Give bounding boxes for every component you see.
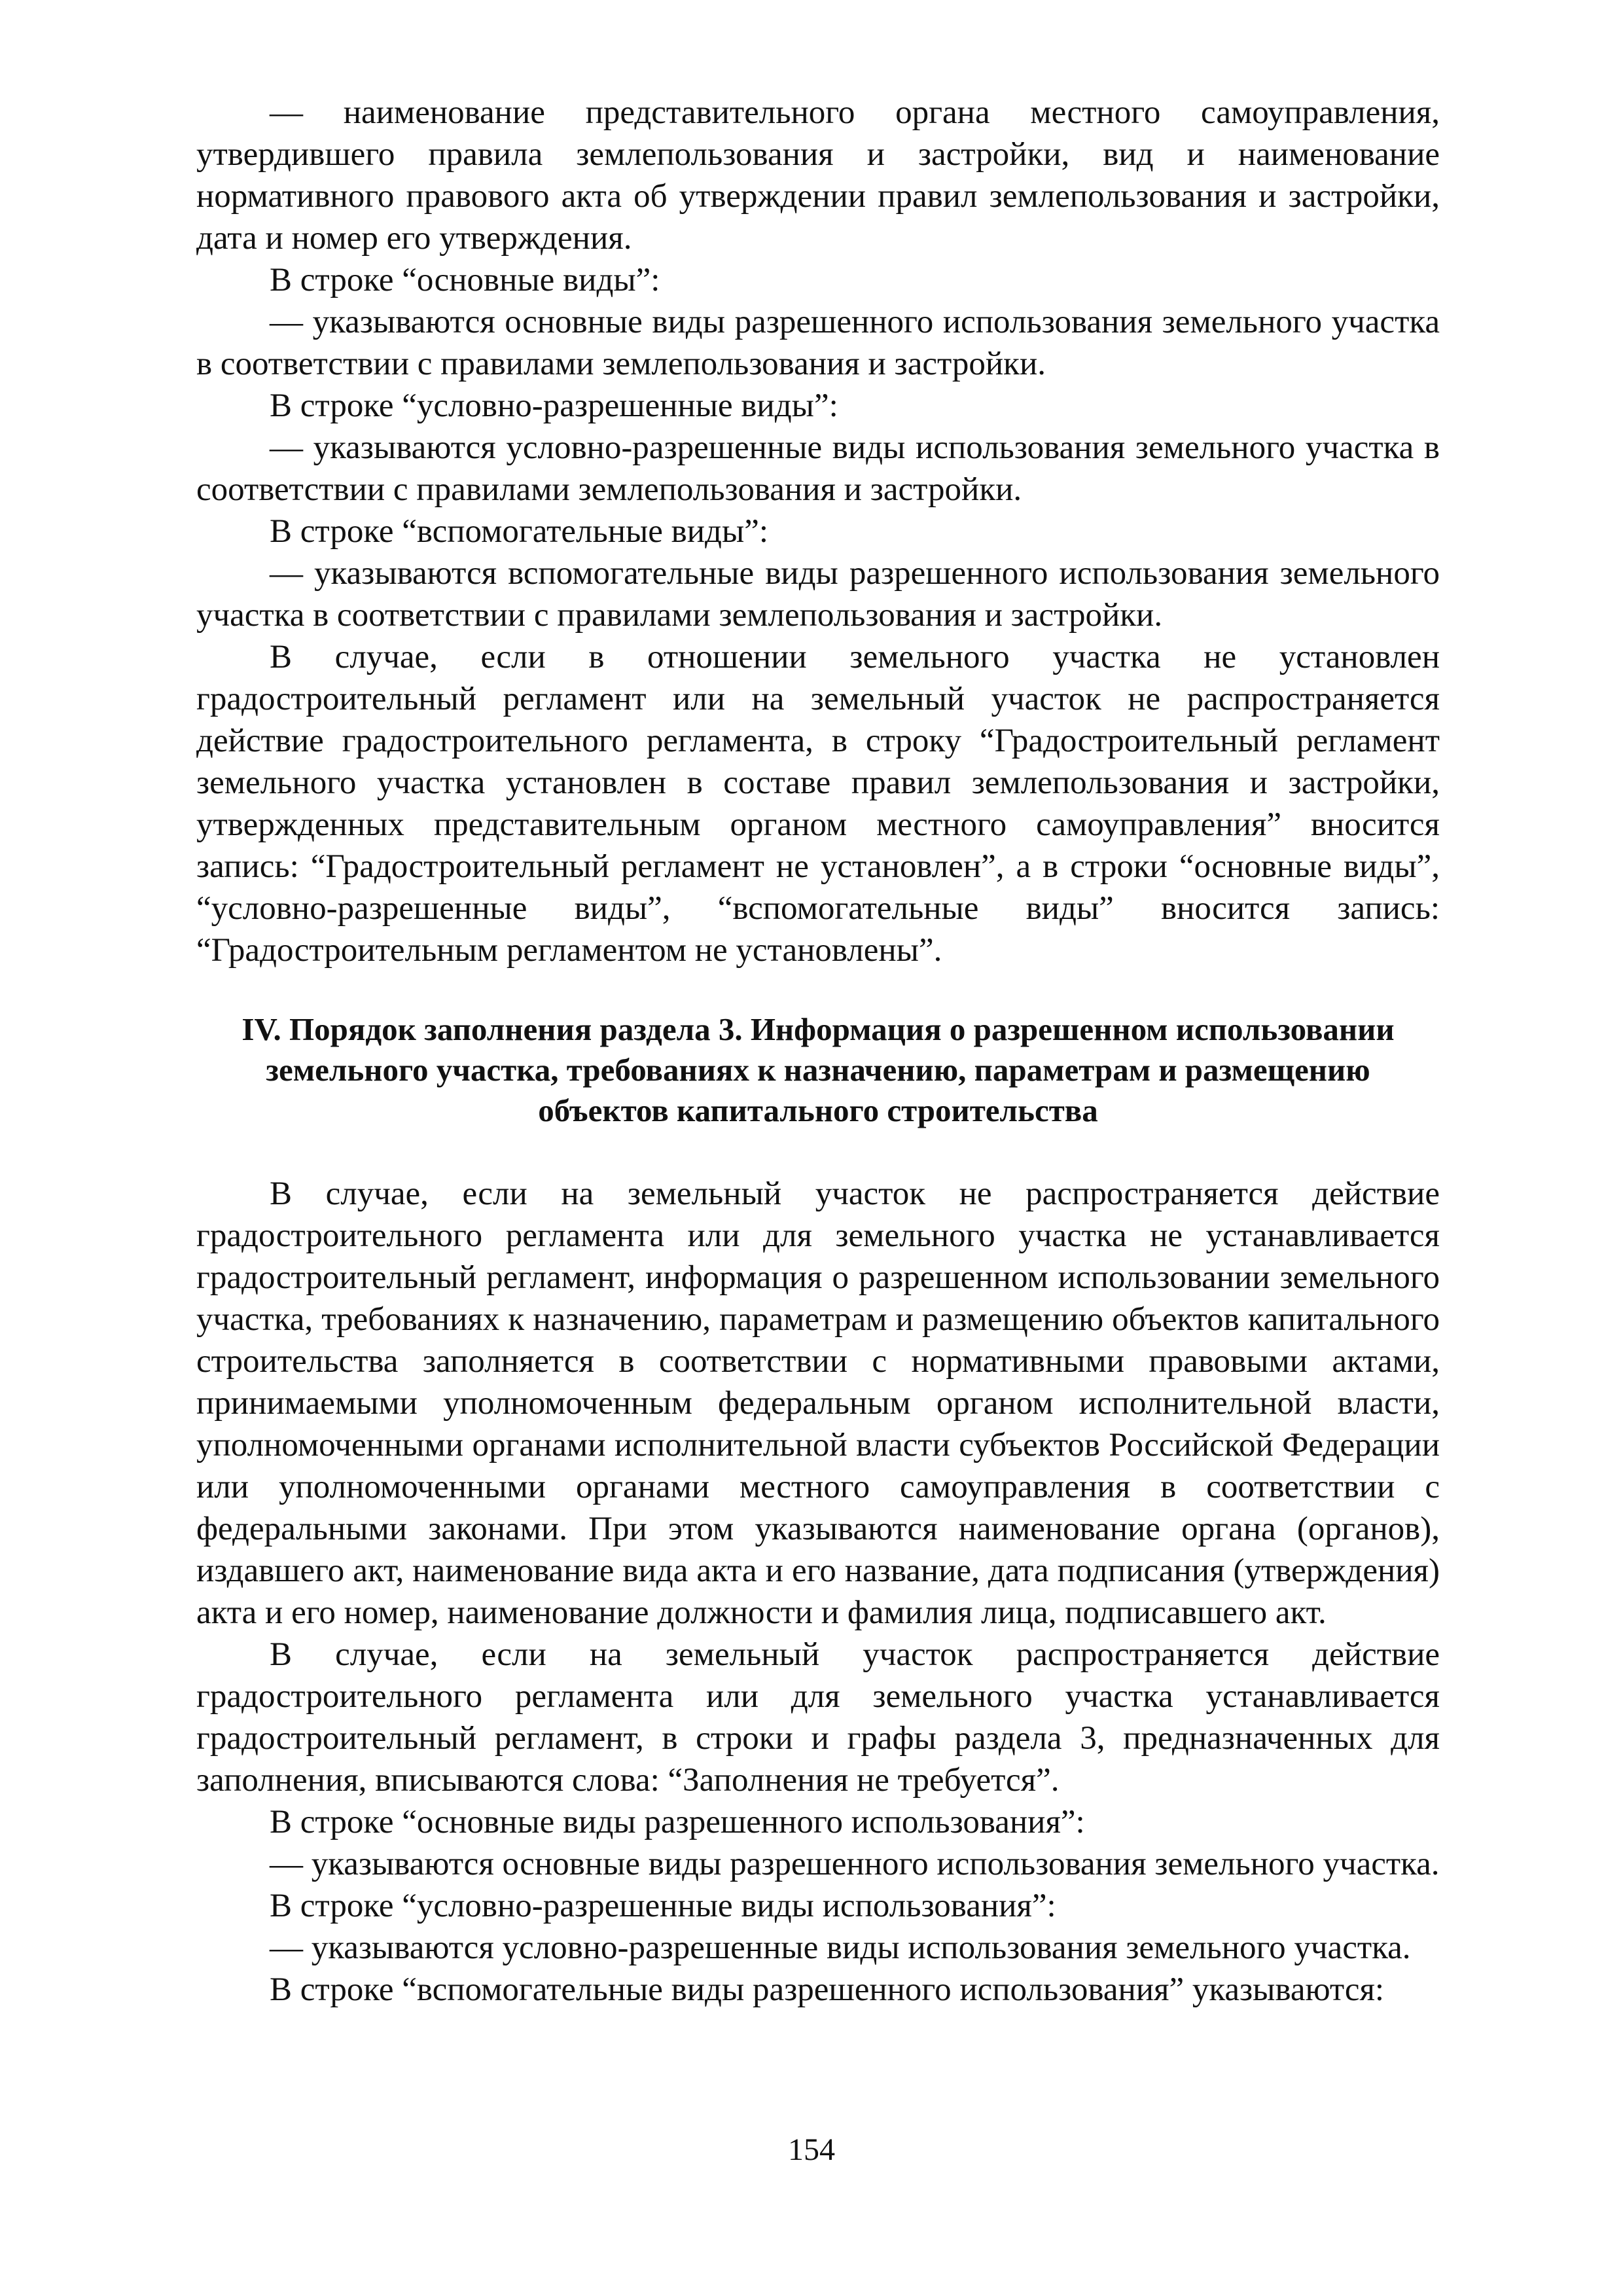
paragraph-main-types-body: — указываются основные виды разрешенного использования земельного участка в соответствии с правилами землепользования и застройки. xyxy=(196,304,1440,382)
paragraph-conditional-use-label: В строке “условно-разрешенные виды использования”: xyxy=(270,1888,1056,1924)
paragraph-conditional-use-body: — указываются условно-разрешенные виды использования земельного участка. xyxy=(270,1929,1411,1966)
paragraph-main-permitted-use-body: — указываются основные виды разрешенного использования земельного участка. xyxy=(270,1846,1440,1882)
paragraph-section3-no-regulation: В случае, если на земельный участок не распространяется действие градостроительного регламента или для земельного участка не устанавливается градостроительный регламент, информация о разрешенном использовании земельного участка, требованиях к назначению, параметрам и размещению объектов капитального строительства заполняется в соответствии с нормативными правовыми актами, принимаемыми уполномоченным федеральным органом исполнительной власти, уполномоченными органами исполнительной власти субъектов Российской Федерации или уполномоченными органами местного самоуправления в соответствии с федеральными законами. При этом указываются наименование органа (органов), издавшего акт, наименование вида акта и его название, дата подписания (утверждения) акта и его номер, наименование должности и фамилия лица, подписавшего акт. xyxy=(196,1175,1440,1631)
paragraph-conditional-types-label: В строке “условно-разрешенные виды”: xyxy=(270,387,838,424)
paragraph-main-types-label: В строке “основные виды”: xyxy=(270,262,660,298)
paragraph-auxiliary-types-label: В строке “вспомогательные виды”: xyxy=(270,513,769,550)
page-number: 154 xyxy=(788,2132,835,2167)
paragraph-auxiliary-use-label: В строке “вспомогательные виды разрешенного использования” указываются: xyxy=(270,1971,1385,2008)
paragraph-section3-regulation-applies: В случае, если на земельный участок распространяется действие градостроительного регламента или для земельного участка устанавливается градостроительный регламент, в строки и графы раздела 3, предназначенных для заполнения, вписываются слова: “Заполнения не требуется”. xyxy=(196,1636,1440,1799)
paragraph-conditional-types-body: — указываются условно-разрешенные виды использования земельного участка в соответствии с правилами землепользования и застройки. xyxy=(196,429,1440,508)
paragraph-main-permitted-use-label: В строке “основные виды разрешенного использования”: xyxy=(270,1804,1085,1840)
document-page xyxy=(196,92,1440,2011)
paragraph-no-regulation-case: В случае, если в отношении земельного участка не установлен градостроительный регламент или на земельный участок не распространяется действие градостроительного регламента, в строку “Градостроительный регламент земельного участка установлен в составе правил землепользования и застройки, утвержденных представительным органом местного самоуправления” вносится запись: “Градостроительный регламент не установлен”, а в строки “основные виды”, “условно-разрешенные виды”, “вспомогательные виды” вносится запись: “Градостроительным регламентом не установлены”. xyxy=(196,639,1440,969)
paragraph-auxiliary-types-body: — указываются вспомогательные виды разрешенного использования земельного участка в соответствии с правилами землепользования и застройки. xyxy=(196,555,1440,634)
paragraph-body-representative-body: — наименование представительного органа местного самоуправления, утвердившего правила землепользования и застройки, вид и наименование нормативного правового акта об утверждении правил землепользования и застройки, дата и номер его утверждения. xyxy=(196,94,1440,257)
section-heading: IV. Порядок заполнения раздела 3. Информация о разрешенном использовании земельного участка, требованиях к назначению, параметрам и размещению объектов капитального строительства xyxy=(241,1011,1395,1128)
